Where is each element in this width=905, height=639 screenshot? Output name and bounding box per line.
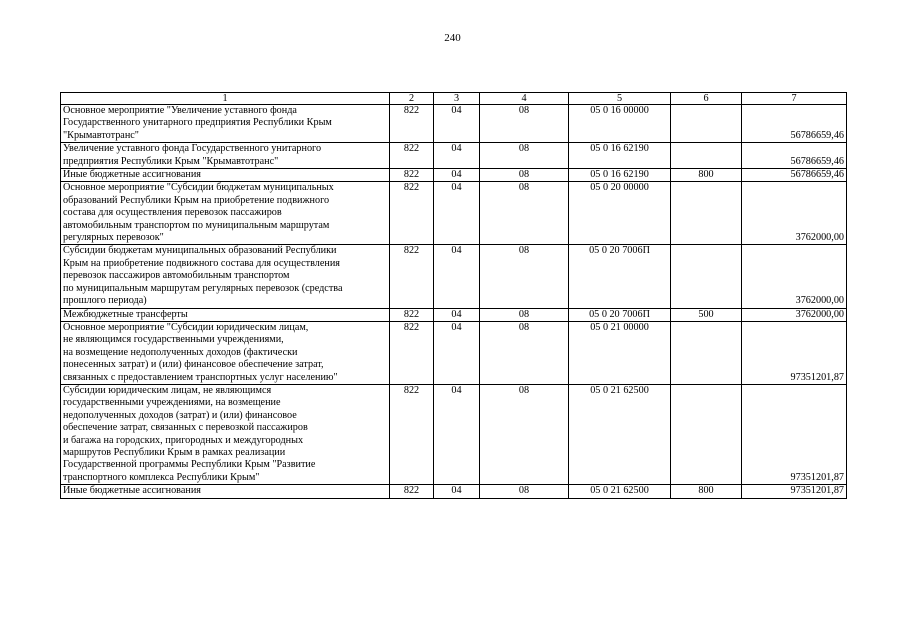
- row-name-cell: [61, 384, 390, 484]
- row-name-line: Основное мероприятие "Субсидии юридическим лицам,: [63, 321, 309, 333]
- expense-type-cell: [671, 245, 742, 308]
- row-name-cell: [61, 321, 390, 384]
- header-cell-5: 5: [569, 93, 671, 105]
- header-row: [61, 93, 847, 105]
- target-article-cell: 05 0 21 00000: [569, 321, 671, 384]
- table-row: [61, 384, 847, 484]
- table-row: [61, 308, 847, 321]
- table-row: [61, 143, 847, 169]
- amount-cell: 97351201,87: [742, 384, 847, 484]
- amount-cell: 3762000,00: [742, 308, 847, 321]
- row-name-line: состава для осуществления перевозок пассажиров: [63, 207, 282, 219]
- ministry-code-cell: 822: [390, 308, 434, 321]
- subsection-code-cell: 08: [480, 308, 569, 321]
- amount-cell: 3762000,00: [742, 182, 847, 245]
- page-number: 240: [444, 32, 461, 44]
- table-row: [61, 485, 847, 498]
- subsection-code-cell: 08: [480, 384, 569, 484]
- subsection-code-cell: 08: [480, 169, 569, 182]
- row-name-line: Увеличение уставного фонда Государственного унитарного: [63, 143, 322, 155]
- row-name-line: Иные бюджетные ассигнования: [63, 485, 201, 497]
- row-name-line: Государственного унитарного предприятия Республики Крым: [63, 117, 332, 129]
- ministry-code-cell: 822: [390, 169, 434, 182]
- amount-cell: 56786659,46: [742, 169, 847, 182]
- row-name-line: понесенных затрат) и (или) финансовое обеспечение затрат,: [63, 359, 324, 371]
- row-name-line: прошлого периода): [63, 295, 147, 307]
- row-name-line: перевозок пассажиров автомобильным транспортом: [63, 270, 290, 282]
- row-name-cell: [61, 105, 390, 143]
- row-name-line: Межбюджетные трансферты: [63, 308, 188, 320]
- row-name-line: Субсидии юридическим лицам, не являющимся: [63, 384, 272, 396]
- row-name-line: на возмещение недополученных доходов (фактически: [63, 346, 298, 358]
- row-name-line: Основное мероприятие "Увеличение уставного фонда: [63, 105, 297, 116]
- row-name-line: по муниципальным маршрутам регулярных перевозок (средства: [63, 282, 343, 294]
- row-name-cell: [61, 485, 390, 498]
- expense-type-cell: [671, 321, 742, 384]
- row-name-line: предприятия Республики Крым "Крымавтотранс": [63, 155, 279, 167]
- row-name-line: государственными учреждениями, на возмещение: [63, 397, 281, 409]
- amount-cell: 97351201,87: [742, 321, 847, 384]
- target-article-cell: 05 0 16 00000: [569, 105, 671, 143]
- row-name-cell: [61, 308, 390, 321]
- target-article-cell: 05 0 20 00000: [569, 182, 671, 245]
- row-name-line: Иные бюджетные ассигнования: [63, 169, 201, 181]
- subsection-code-cell: 08: [480, 321, 569, 384]
- section-code-cell: 04: [434, 485, 480, 498]
- expense-type-cell: 800: [671, 485, 742, 498]
- ministry-code-cell: 822: [390, 143, 434, 169]
- row-name-line: обеспечение затрат, связанных с перевозкой пассажиров: [63, 422, 308, 434]
- target-article-cell: 05 0 21 62500: [569, 485, 671, 498]
- amount-cell: 56786659,46: [742, 105, 847, 143]
- section-code-cell: 04: [434, 105, 480, 143]
- header-cell-4: 4: [480, 93, 569, 105]
- row-name-line: образований Республики Крым на приобретение подвижного: [63, 194, 330, 206]
- target-article-cell: 05 0 16 62190: [569, 169, 671, 182]
- header-cell-2: 2: [390, 93, 434, 105]
- ministry-code-cell: 822: [390, 485, 434, 498]
- subsection-code-cell: 08: [480, 485, 569, 498]
- expense-type-cell: [671, 182, 742, 245]
- section-code-cell: 04: [434, 308, 480, 321]
- row-name-cell: [61, 169, 390, 182]
- row-name-cell: [61, 182, 390, 245]
- row-name-line: маршрутов Республики Крым в рамках реализации: [63, 446, 286, 458]
- row-name-cell: [61, 143, 390, 169]
- table-row: [61, 321, 847, 384]
- expense-type-cell: [671, 384, 742, 484]
- row-name-line: Государственной программы Республики Крым "Развитие: [63, 459, 316, 471]
- section-code-cell: 04: [434, 321, 480, 384]
- amount-cell: 97351201,87: [742, 485, 847, 498]
- ministry-code-cell: 822: [390, 182, 434, 245]
- target-article-cell: 05 0 21 62500: [569, 384, 671, 484]
- amount-cell: 3762000,00: [742, 245, 847, 308]
- table-row: [61, 245, 847, 308]
- row-name-line: и багажа на городских, пригородных и междугородных: [63, 434, 304, 446]
- table-body: [61, 105, 847, 499]
- row-name-line: "Крымавтотранс": [63, 129, 139, 141]
- row-name-line: регулярных перевозок": [63, 232, 164, 244]
- section-code-cell: 04: [434, 245, 480, 308]
- subsection-code-cell: 08: [480, 182, 569, 245]
- expense-type-cell: [671, 105, 742, 143]
- section-code-cell: 04: [434, 182, 480, 245]
- subsection-code-cell: 08: [480, 143, 569, 169]
- expense-type-cell: [671, 143, 742, 169]
- row-name-line: связанных с предоставлением транспортных услуг населению": [63, 371, 338, 383]
- row-name-line: автомобильным транспортом по муниципальным маршрутам: [63, 219, 330, 231]
- row-name-line: недополученных доходов (затрат) и (или) финансовое: [63, 409, 297, 421]
- row-name-line: транспортного комплекса Республики Крым": [63, 471, 260, 483]
- row-name-line: Крым на приобретение подвижного состава для осуществления: [63, 257, 340, 269]
- header-cell-1: 1: [61, 93, 390, 105]
- header-cell-7: 7: [742, 93, 847, 105]
- target-article-cell: 05 0 16 62190: [569, 143, 671, 169]
- target-article-cell: 05 0 20 7006П: [569, 308, 671, 321]
- ministry-code-cell: 822: [390, 384, 434, 484]
- subsection-code-cell: 08: [480, 105, 569, 143]
- row-name-line: Основное мероприятие "Субсидии бюджетам муниципальных: [63, 182, 334, 194]
- table-row: [61, 169, 847, 182]
- ministry-code-cell: 822: [390, 245, 434, 308]
- ministry-code-cell: 822: [390, 321, 434, 384]
- header-cell-6: 6: [671, 93, 742, 105]
- header-cell-3: 3: [434, 93, 480, 105]
- table-row: [61, 182, 847, 245]
- budget-table: [60, 92, 847, 499]
- subsection-code-cell: 08: [480, 245, 569, 308]
- expense-type-cell: 500: [671, 308, 742, 321]
- row-name-line: не являющимся государственными учреждениями,: [63, 334, 284, 346]
- expense-type-cell: 800: [671, 169, 742, 182]
- section-code-cell: 04: [434, 384, 480, 484]
- section-code-cell: 04: [434, 169, 480, 182]
- row-name-line: Субсидии бюджетам муниципальных образований Республики: [63, 245, 337, 257]
- row-name-cell: [61, 245, 390, 308]
- ministry-code-cell: 822: [390, 105, 434, 143]
- amount-cell: 56786659,46: [742, 143, 847, 169]
- section-code-cell: 04: [434, 143, 480, 169]
- table-row: [61, 105, 847, 143]
- target-article-cell: 05 0 20 7006П: [569, 245, 671, 308]
